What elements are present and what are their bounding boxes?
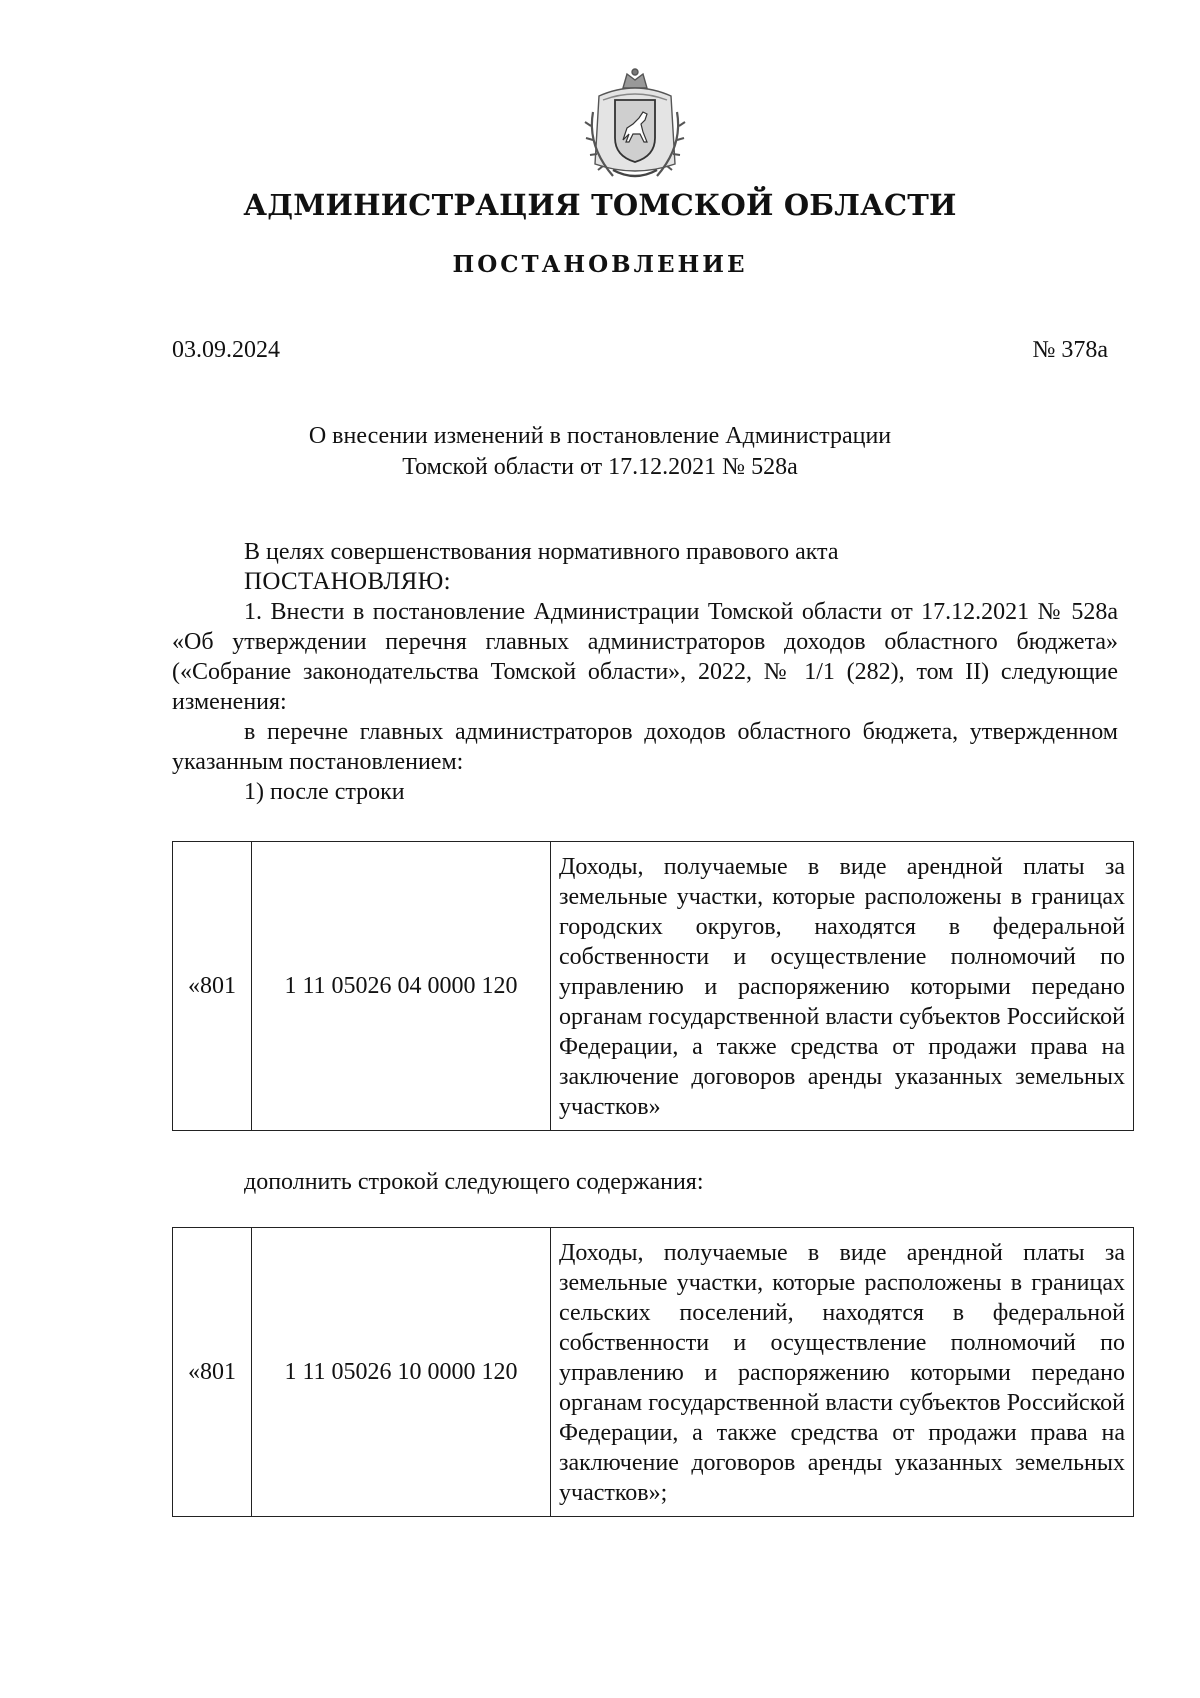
document-number: № 378а	[1032, 337, 1108, 363]
list-intro-paragraph: в перечне главных администраторов доходов областного бюджета, утвержденном указанным постановлением:	[172, 719, 1118, 775]
revenue-name-cell: Доходы, получаемые в виде арендной платы за земельные участки, которые расположены в границах сельских поселений, находятся в федеральной собственности и осуществление полномочий по управлению и распоряжению которыми передано органам государственной власти субъектов Российской Федерации, а также средства от продажи права на заключение договоров аренды указанных земельных участков»;	[551, 1228, 1134, 1517]
item-1-paragraph: 1. Внести в постановление Администрации Томской области от 17.12.2021 № 528а «Об утверждении перечня главных администраторов доходов областного бюджета» («Собрание законодательства Томской области», 2022, № 1/1 (282), том II) следующие изменения:	[172, 599, 1118, 715]
document-type: ПОСТАНОВЛЕНИЕ	[452, 251, 748, 278]
purpose-paragraph: В целях совершенствования нормативного правового акта	[244, 539, 839, 565]
revenue-name-cell: Доходы, получаемые в виде арендной платы за земельные участки, которые расположены в границах городских округов, находятся в федеральной собственности и осуществление полномочий по управлению и распоряжению которыми передано органам государственной власти субъектов Российской Федерации, а также средства от продажи права на заключение договоров аренды указанных земельных участков»	[551, 842, 1134, 1131]
subject-line-2: Томской области от 17.12.2021 № 528а	[402, 454, 798, 480]
subitem-1-paragraph: 1) после строки	[244, 779, 405, 805]
organization-title: АДМИНИСТРАЦИЯ ТОМСКОЙ ОБЛАСТИ	[243, 188, 957, 222]
revenue-code-cell: 1 11 05026 10 0000 120	[252, 1228, 551, 1517]
table-row	[173, 1228, 1134, 1517]
revenue-code-cell: 1 11 05026 04 0000 120	[252, 842, 551, 1131]
admin-code-cell: «801	[173, 1228, 252, 1517]
revenue-table-new-row	[172, 1227, 1134, 1517]
document-subject	[0, 421, 1200, 483]
subject-line-1: О внесении изменений в постановление Администрации	[308, 423, 892, 449]
document-date: 03.09.2024	[172, 337, 280, 363]
revenue-table-existing-row	[172, 841, 1134, 1131]
table-row	[173, 842, 1134, 1131]
resolve-paragraph: ПОСТАНОВЛЯЮ:	[244, 568, 451, 595]
add-row-paragraph: дополнить строкой следующего содержания:	[244, 1169, 704, 1195]
tomsk-region-coat-of-arms-icon	[583, 66, 687, 186]
document-body	[172, 537, 1118, 807]
admin-code-cell: «801	[173, 842, 252, 1131]
